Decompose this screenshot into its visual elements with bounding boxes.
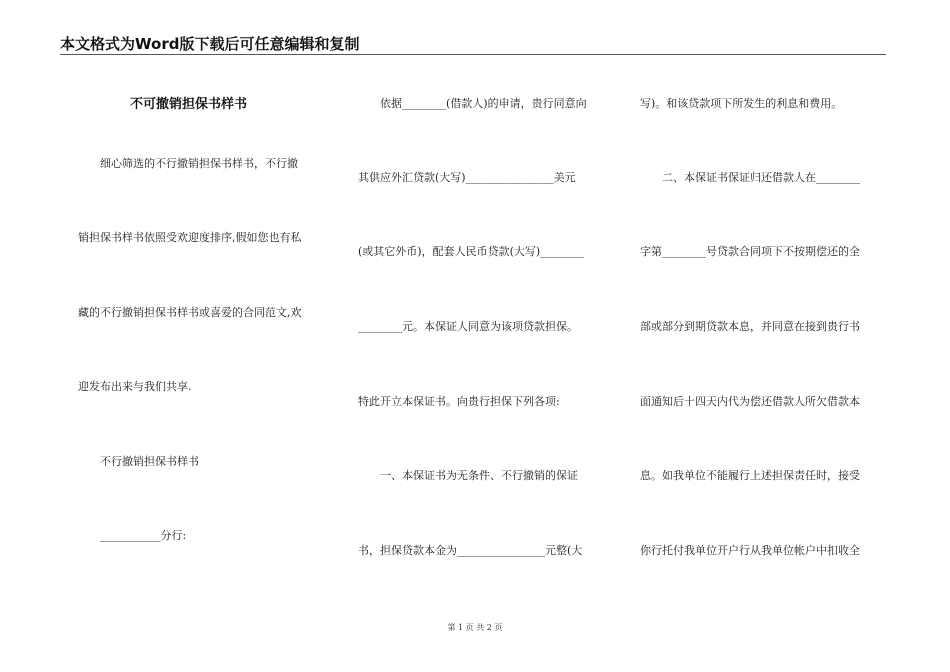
text-line: ________元。本保证人同意为该项贷款担保。: [358, 320, 578, 333]
text-line: 不行撤销担保书样书: [100, 455, 199, 468]
text-line: 藏的不行撤销担保书样书或喜爱的合同范文,欢: [78, 306, 302, 319]
text-line: (或其它外币)，配套人民币贷款(大写)________: [358, 245, 585, 258]
document-title: 不可撤销担保书样书: [130, 97, 248, 112]
page-number: 第 1 页 共 2 页: [447, 623, 503, 632]
text-line: 书，担保贷款本金为________________元整(大: [358, 544, 583, 557]
text-line: ___________分行:: [100, 529, 187, 542]
text-line: 字第________号贷款合同项下不按期偿还的全: [640, 245, 860, 258]
text-line: 细心筛选的不行撤销担保书样书，不行撤: [100, 157, 298, 170]
text-line: 其供应外汇贷款(大写)________________美元: [358, 171, 576, 184]
text-line: 部或部分到期贷款本息，并同意在接到贵行书: [640, 320, 860, 333]
header-divider: [60, 54, 886, 55]
text-line: 依据________(借款人)的申请，贵行同意向: [380, 97, 587, 110]
text-line: 息。如我单位不能履行上述担保责任时，接受: [640, 469, 860, 482]
header-text: 本文格式为Word版下载后可任意编辑和复制: [60, 35, 360, 53]
text-line: 面通知后十四天内代为偿还借款人所欠借款本: [640, 395, 860, 408]
text-line: 销担保书样书依照受欢迎度排序,假如您也有私: [78, 231, 302, 244]
text-line: 迎发布出来与我们共享.: [78, 380, 192, 393]
text-line: 你行托付我单位开户行从我单位帐户中扣收全: [640, 544, 860, 557]
text-line: 特此开立本保证书。向贵行担保下列各项:: [358, 395, 560, 408]
text-line: 写)。和该贷款项下所发生的利息和费用。: [640, 97, 843, 110]
text-line: 二、本保证书保证归还借款人在________: [662, 171, 860, 184]
text-line: 一、本保证书为无条件、不行撤销的保证: [380, 469, 578, 482]
